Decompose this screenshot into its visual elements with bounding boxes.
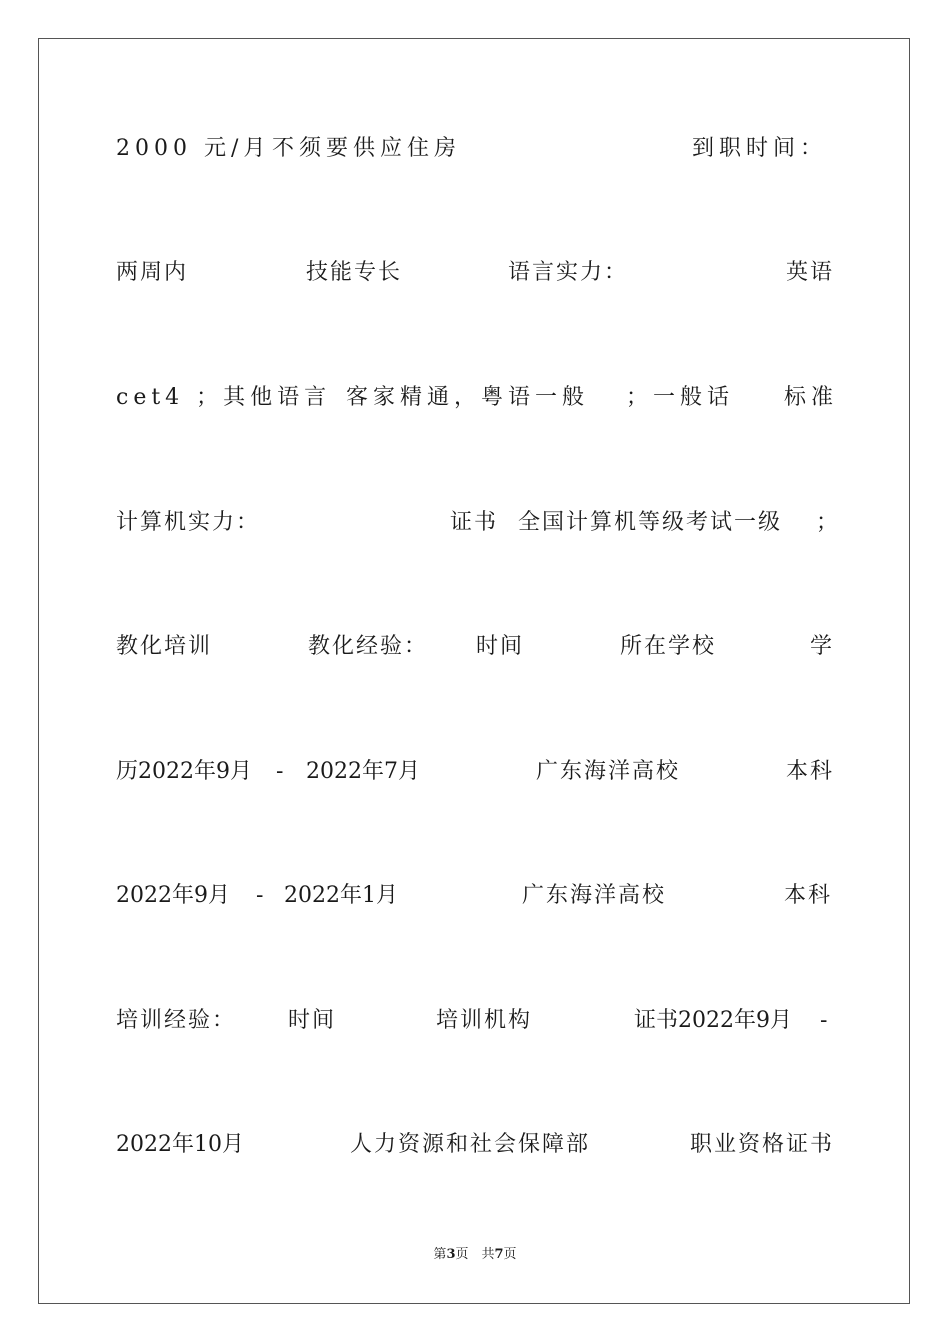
text-line-4 bbox=[116, 507, 839, 539]
degree-header-start: 学 bbox=[810, 634, 833, 659]
edu2-start: 2022年9月 bbox=[116, 883, 230, 908]
edu2-school: 广东海洋高校 bbox=[522, 883, 667, 908]
page-border bbox=[38, 38, 910, 1304]
housing-text: 不须要供应住房 bbox=[272, 136, 462, 161]
computer-label: 计算机实力： bbox=[116, 510, 261, 535]
text-line-2 bbox=[116, 257, 834, 289]
training-org-header: 培训机构 bbox=[436, 1008, 533, 1033]
training-certificate: 职业资格证书 bbox=[690, 1132, 835, 1157]
time-header: 时间 bbox=[476, 634, 525, 659]
edu1-end: 2022年7月 bbox=[306, 759, 420, 784]
edu2-end: 2022年1月 bbox=[284, 883, 398, 908]
start-time-label: 到职时间： bbox=[692, 136, 828, 161]
training-end: 2022年10月 bbox=[116, 1132, 244, 1157]
edu2-dash: - bbox=[256, 883, 264, 908]
footer-prefix: 第 bbox=[433, 1247, 447, 1262]
cet-text: cet4 ；其他语言 bbox=[116, 385, 332, 410]
edu1-degree: 本科 bbox=[786, 759, 835, 784]
footer-suffix: 页 bbox=[503, 1247, 517, 1262]
footer-total-pages: 7 bbox=[494, 1247, 504, 1262]
edu1-start: 历2022年9月 bbox=[116, 759, 252, 784]
semicolon-text: ； bbox=[816, 510, 839, 535]
mandarin-level: 标准 bbox=[784, 385, 839, 410]
text-line-9 bbox=[116, 1129, 834, 1161]
footer-middle: 页 共 bbox=[455, 1247, 495, 1262]
certificate-label: 证书 bbox=[450, 510, 499, 535]
school-header: 所在学校 bbox=[620, 634, 717, 659]
footer-page-number: 3 bbox=[446, 1247, 456, 1262]
text-line-8 bbox=[116, 1005, 834, 1037]
dialects-text: 客家精通，粤语一般 bbox=[346, 385, 590, 410]
training-label: 培训经验： bbox=[116, 1008, 237, 1033]
language-label: 语言实力： bbox=[508, 260, 629, 285]
education-heading: 教化培训 bbox=[116, 634, 213, 659]
edu1-dash: - bbox=[276, 759, 284, 784]
text-line-3 bbox=[116, 382, 839, 414]
text-line-7 bbox=[116, 880, 834, 912]
computer-exam-text: 全国计算机等级考试一级 bbox=[518, 510, 783, 535]
language-value: 英语 bbox=[786, 260, 835, 285]
training-org: 人力资源和社会保障部 bbox=[350, 1132, 591, 1157]
start-time-value: 两周内 bbox=[116, 260, 189, 285]
salary-text: 2000 元/月 bbox=[116, 136, 271, 161]
education-label: 教化经验： bbox=[308, 634, 429, 659]
training-dash: - bbox=[820, 1008, 828, 1033]
text-line-1 bbox=[116, 133, 834, 165]
text-line-5 bbox=[116, 631, 834, 663]
edu2-degree: 本科 bbox=[784, 883, 833, 908]
edu1-school: 广东海洋高校 bbox=[536, 759, 681, 784]
page-footer bbox=[0, 1246, 950, 1264]
training-start: 证书2022年9月 bbox=[634, 1008, 792, 1033]
text-line-6 bbox=[116, 756, 834, 788]
skills-heading: 技能专长 bbox=[306, 260, 403, 285]
mandarin-text: ；一般话 bbox=[626, 385, 735, 410]
training-time-header: 时间 bbox=[288, 1008, 337, 1033]
